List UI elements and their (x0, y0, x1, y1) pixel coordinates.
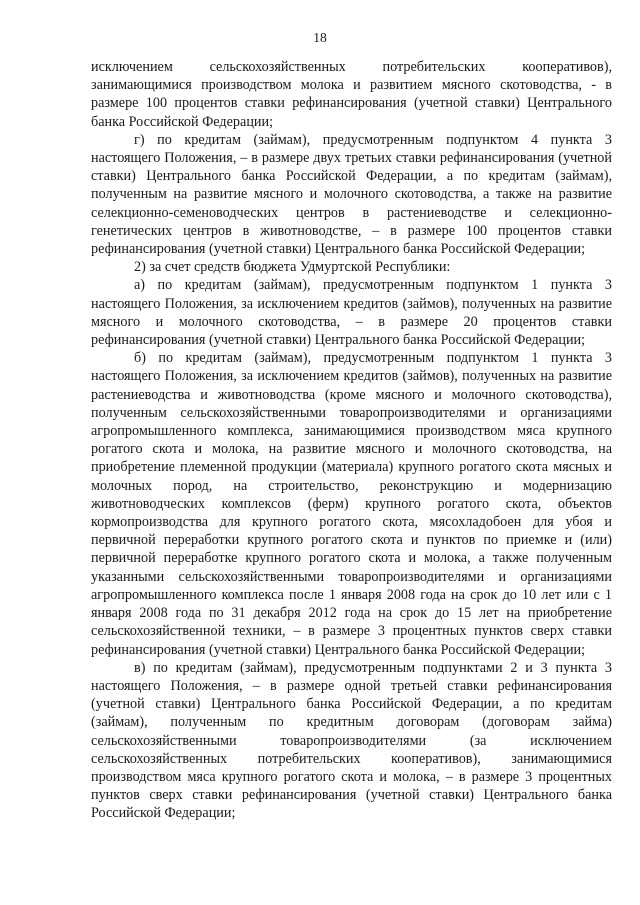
paragraph-item-g: г) по кредитам (займам), предусмотренным подпунктом 4 пункта 3 настоящего Положения, – в размере двух третьих ставки рефинансирования (учетной ставки) Центрального банка Российской Федерации, а по кредитам (займам), полученным на развитие мясного и молочного скотоводства, а также на развитие селекционно-семеноводческих центров в растениеводстве и селекционно-генетических центров в животноводстве, – в размере 100 процентов ставки рефинансирования (учетной ставки) Центрального банка Российской Федерации; (91, 131, 612, 258)
paragraph-item-v: в) по кредитам (займам), предусмотренным подпунктами 2 и 3 пункта 3 настоящего Положения, – в размере одной третьей ставки рефинансирования (учетной ставки) Центрального банка Российской Федерации, а по кредитам (займам), полученным по кредитным договорам (договорам займа) сельскохозяйственными товаропроизводителями (за исключением сельскохозяйственных потребительских кооперативов), занимающимися производством мяса крупного рогатого скота и молока, – в размере 3 процентных пунктов сверх ставки рефинансирования (учетной ставки) Центрального банка Российской Федерации; (91, 659, 612, 822)
paragraph-continuation: исключением сельскохозяйственных потребительских кооперативов), занимающимися производством молока и развитием мясного скотоводства, - в размере 100 процентов ставки рефинансирования (учетной ставки) Центрального банка Российской Федерации; (91, 59, 612, 130)
paragraph-item-2: 2) за счет средств бюджета Удмуртской Республики: (134, 259, 451, 276)
paragraph-item-b: б) по кредитам (займам), предусмотренным подпунктом 1 пункта 3 настоящего Положения, за исключением кредитов (займов), полученных на развитие растениеводства и животноводства (кроме мясного и молочного скотоводства), полученным сельскохозяйственными товаропроизводителями и организациями агропромышленного комплекса, занимающимися производством мяса крупного рогатого скота и молока, на развитие мясного и молочного скотоводства, на приобретение племенной продукции (материала) крупного рогатого скота мясных и молочных пород, на строительство, реконструкцию и модернизацию животноводческих комплексов (ферм) крупного рогатого скота, объектов кормопроизводства для крупного рогатого скота, мясохладобоен для убоя и первичной переработки крупного рогатого скота и пунктов по приемке и (или) первичной переработке крупного рогатого скота и молока, а также полученным указанными сельскохозяйственными товаропроизводителями и организациями агропромышленного комплекса после 1 января 2008 года на срок до 10 лет или с 1 января 2008 года по 31 декабря 2012 года на срок до 15 лет на приобретение сельскохозяйственной техники, – в размере 3 процентных пунктов сверх ставки рефинансирования (учетной ставки) Центрального банка Российской Федерации; (91, 350, 612, 658)
page-number: 18 (313, 30, 327, 45)
document-body (91, 58, 612, 823)
paragraph-item-a: а) по кредитам (займам), предусмотренным подпунктом 1 пункта 3 настоящего Положения, за исключением кредитов (займов), полученных на развитие мясного и молочного скотоводства, – в размере 20 процентов ставки рефинансирования (учетной ставки) Центрального банка Российской Федерации; (91, 277, 612, 349)
